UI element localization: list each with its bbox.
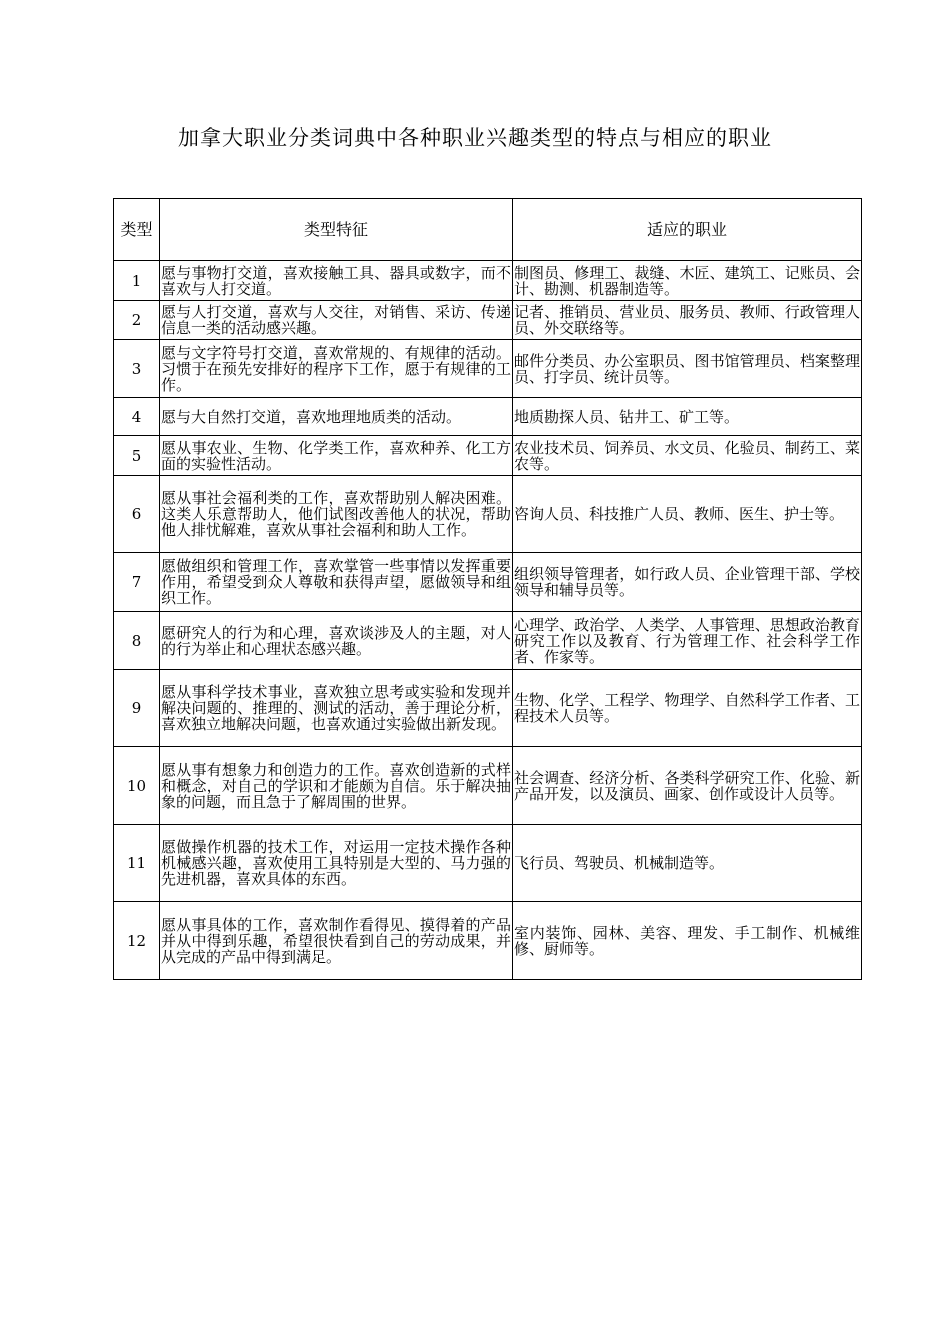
- type-number: 4: [114, 398, 160, 436]
- type-number: 12: [114, 902, 160, 980]
- table-header-row: [114, 199, 862, 261]
- suitable-jobs: 心理学、政治学、人类学、人事管理、思想政治教育研究工作以及教育、行为管理工作、社会科学工作者、作家等。: [513, 612, 862, 670]
- type-feature: 愿从事有想象力和创造力的工作。喜欢创造新的式样和概念，对自己的学识和才能颇为自信。乐于解决抽象的问题，而且急于了解周围的世界。: [160, 747, 513, 825]
- suitable-jobs: 室内装饰、园林、美容、理发、手工制作、机械维修、厨师等。: [513, 902, 862, 980]
- type-feature: 愿做组织和管理工作，喜欢掌管一些事情以发挥重要作用，希望受到众人尊敬和获得声望，愿做领导和组织工作。: [160, 553, 513, 612]
- type-feature: 愿与人打交道，喜欢与人交往，对销售、采访、传递信息一类的活动感兴趣。: [160, 301, 513, 340]
- type-number: 9: [114, 670, 160, 747]
- career-interest-table: [113, 198, 862, 980]
- header-feature: 类型特征: [160, 199, 513, 261]
- table-row: [114, 261, 862, 301]
- type-feature: 愿从事科学技术事业，喜欢独立思考或实验和发现并解决问题的、推理的、测试的活动，善于理论分析，喜欢独立地解决问题，也喜欢通过实验做出新发现。: [160, 670, 513, 747]
- suitable-jobs: 飞行员、驾驶员、机械制造等。: [513, 825, 862, 902]
- type-number: 1: [114, 261, 160, 301]
- table-row: [114, 436, 862, 476]
- header-jobs: 适应的职业: [513, 199, 862, 261]
- header-type: 类型: [114, 199, 160, 261]
- type-feature: 愿与文字符号打交道，喜欢常规的、有规律的活动。习惯于在预先安排好的程序下工作，愿于有规律的工作。: [160, 340, 513, 398]
- type-feature: 愿从事社会福利类的工作，喜欢帮助别人解决困难。这类人乐意帮助人，他们试图改善他人的状况，帮助他人排忧解难，喜欢从事社会福利和助人工作。: [160, 476, 513, 553]
- suitable-jobs: 邮件分类员、办公室职员、图书馆管理员、档案整理员、打字员、统计员等。: [513, 340, 862, 398]
- table-row: [114, 553, 862, 612]
- type-feature: 愿与事物打交道，喜欢接触工具、器具或数字，而不喜欢与人打交道。: [160, 261, 513, 301]
- suitable-jobs: 生物、化学、工程学、物理学、自然科学工作者、工程技术人员等。: [513, 670, 862, 747]
- suitable-jobs: 咨询人员、科技推广人员、教师、医生、护士等。: [513, 476, 862, 553]
- suitable-jobs: 组织领导管理者，如行政人员、企业管理干部、学校领导和辅导员等。: [513, 553, 862, 612]
- table-row: [114, 340, 862, 398]
- suitable-jobs: 农业技术员、饲养员、水文员、化验员、制药工、菜农等。: [513, 436, 862, 476]
- suitable-jobs: 记者、推销员、营业员、服务员、教师、行政管理人员、外交联络等。: [513, 301, 862, 340]
- table-row: [114, 825, 862, 902]
- type-feature: 愿做操作机器的技术工作，对运用一定技术操作各种机械感兴趣，喜欢使用工具特别是大型的、马力强的先进机器，喜欢具体的东西。: [160, 825, 513, 902]
- table-row: [114, 301, 862, 340]
- type-number: 11: [114, 825, 160, 902]
- suitable-jobs: 社会调查、经济分析、各类科学研究工作、化验、新产品开发，以及演员、画家、创作或设计人员等。: [513, 747, 862, 825]
- type-number: 8: [114, 612, 160, 670]
- type-number: 2: [114, 301, 160, 340]
- type-feature: 愿与大自然打交道，喜欢地理地质类的活动。: [160, 398, 513, 436]
- type-number: 10: [114, 747, 160, 825]
- type-number: 7: [114, 553, 160, 612]
- table-row: [114, 476, 862, 553]
- table-row: [114, 612, 862, 670]
- table-row: [114, 902, 862, 980]
- table-row: [114, 398, 862, 436]
- table-row: [114, 670, 862, 747]
- type-number: 5: [114, 436, 160, 476]
- type-feature: 愿从事农业、生物、化学类工作，喜欢种养、化工方面的实验性活动。: [160, 436, 513, 476]
- table-row: [114, 747, 862, 825]
- document-title: 加拿大职业分类词典中各种职业兴趣类型的特点与相应的职业: [178, 126, 772, 150]
- type-feature: 愿研究人的行为和心理，喜欢谈涉及人的主题，对人的行为举止和心理状态感兴趣。: [160, 612, 513, 670]
- type-number: 6: [114, 476, 160, 553]
- suitable-jobs: 制图员、修理工、裁缝、木匠、建筑工、记账员、会计、勘测、机器制造等。: [513, 261, 862, 301]
- type-feature: 愿从事具体的工作，喜欢制作看得见、摸得着的产品并从中得到乐趣，希望很快看到自己的劳动成果，并从完成的产品中得到满足。: [160, 902, 513, 980]
- suitable-jobs: 地质勘探人员、钻井工、矿工等。: [513, 398, 862, 436]
- type-number: 3: [114, 340, 160, 398]
